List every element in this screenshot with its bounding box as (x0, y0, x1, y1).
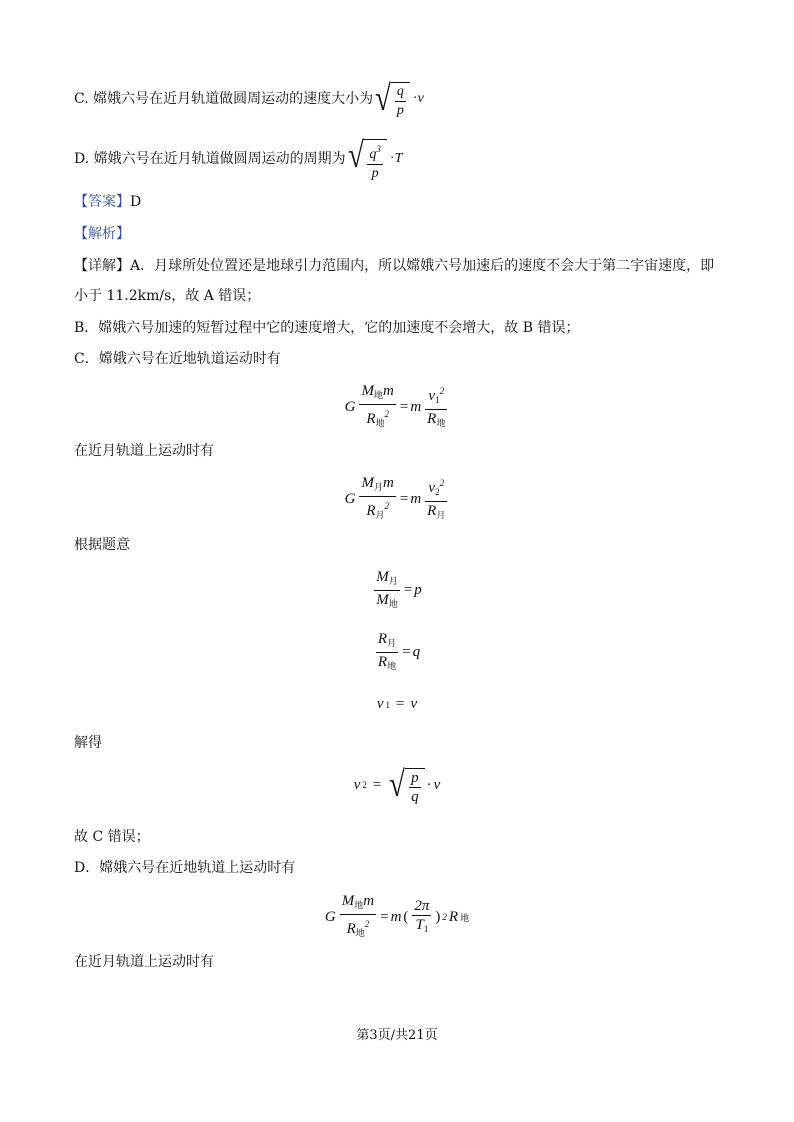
option-c-text: C. 嫦娥六号在近月轨道做圆周运动的速度大小为 (74, 91, 374, 107)
near-moon-c: 在近月轨道上运动时有 (74, 443, 214, 459)
equation-earth-velocity: G $\frac{M_地m}{R_地^2}$ = m $\frac{v_1^2}{R_地}$ (344, 383, 446, 428)
analysis-tag: 【解析】 (74, 226, 130, 242)
equation-earth-period: G $\frac{M_地m}{R_地^2}$ = m ( $\frac{2\pi}{T_1}$ ) 2 R 地 (324, 893, 470, 938)
detail-d: D．嫦娥六号在近地轨道上运动时有 (74, 860, 296, 876)
answer-line (74, 192, 141, 212)
answer-value: D (130, 194, 142, 210)
equation-moon-velocity: G $\frac{M_月m}{R_月^2}$ = m $\frac{v_2^2}{R_月}$ (344, 475, 446, 520)
page-footer: 第3页/共21页 (356, 1028, 438, 1043)
solve: 解得 (74, 735, 102, 751)
detail-a-line2: 小于 11.2km/s，故 A 错误； (74, 288, 261, 304)
detail-a-line1: 【详解】A．月球所处位置还是地球引力范围内，所以嫦娥六号加速后的速度不会大于第二宇宙速度，即 (74, 258, 715, 274)
option-d: D. 嫦娥六号在近月轨道做圆周运动的周期为 √ $\frac{q^3}{p}$ ·T (74, 135, 403, 181)
by-question: 根据题意 (74, 537, 130, 553)
c-wrong: 故 C 错误； (74, 829, 150, 845)
equation-v2-result: v 2 = √ $\frac{p}{q}$ · v (353, 764, 441, 805)
answer-tag: 【答案】 (74, 194, 130, 210)
option-c: C. 嫦娥六号在近月轨道做圆周运动的速度大小为 √ $\frac{q}{p}$ ·v (74, 78, 424, 118)
equation-v1: v 1 = v (376, 696, 418, 712)
option-d-formula: √ $\frac{q^3}{p}$ (346, 135, 387, 183)
equation-mass-ratio: $\frac{M_月}{M_地}$ = p (376, 569, 422, 609)
option-c-formula: √ $\frac{q}{p}$ (373, 78, 410, 120)
option-d-text: D. 嫦娥六号在近月轨道做圆周运动的周期为 (74, 151, 346, 167)
detail-b: B．嫦娥六号加速的短暂过程中它的速度增大，它的加速度不会增大，故 B 错误； (74, 320, 580, 336)
equation-radius-ratio: $\frac{R_月}{R_地}$ = q (377, 631, 421, 671)
detail-c: C．嫦娥六号在近地轨道运动时有 (74, 351, 281, 367)
near-moon-d: 在近月轨道上运动时有 (74, 954, 214, 970)
